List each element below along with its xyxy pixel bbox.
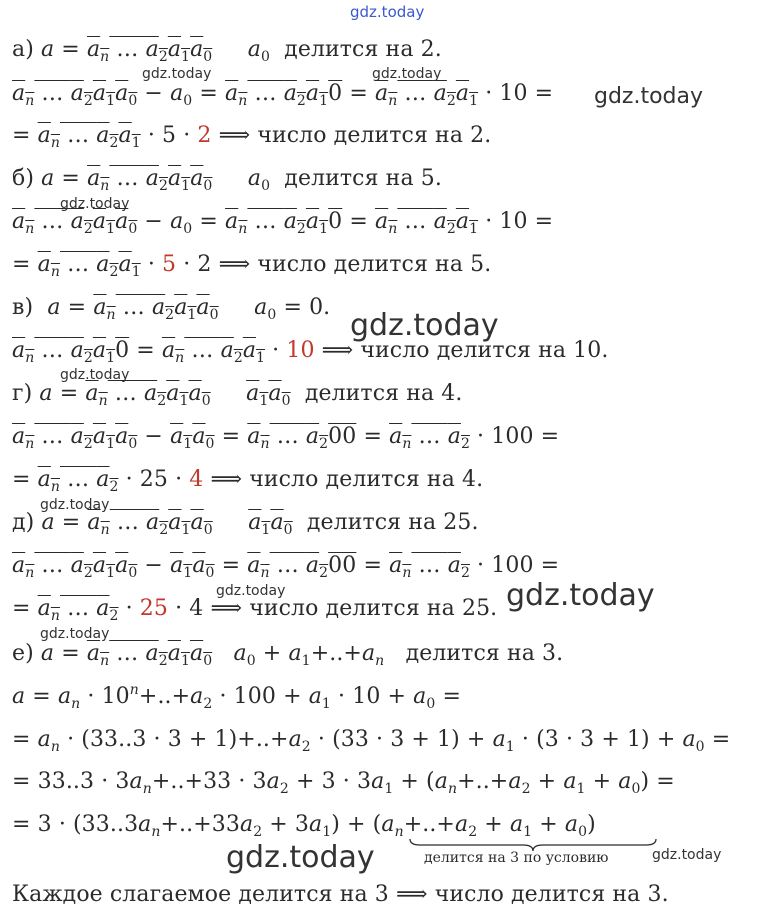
conclusion-line: Каждое слагаемое делится на 3 ⟹ число делится на 3.: [12, 882, 669, 907]
solution-line: = $3 \cdot (33..3a_n+..+33a_2 + 3a_1) + (a_n+..+a_2 + a_1 + a_0)$: [12, 812, 596, 840]
watermark: gdz.today: [216, 583, 286, 599]
watermark: gdz.today: [350, 308, 499, 343]
solution-line: д) $a = a_n$ … $a_2a_1a_0$ $a_1a_0$ делится на 25.: [12, 510, 479, 538]
solution-line: б) $a = a_n$ … $a_2a_1a_0$ $a_0$ делится на 5.: [12, 166, 442, 194]
solution-line: = $a_n \cdot (33..3 \cdot 3 + 1)+..+a_2 \cdot (33 \cdot 3 + 1) + a_1 \cdot (3 \cdot 3 + 1) + a_0$ =: [12, 727, 731, 755]
solution-line: $a_n$ … $a_2a_1a_0 - a_1a_0 = a_n$ … $a_200 = a_n$ … $a_2 \cdot 100$ =: [12, 553, 560, 581]
solution-line: $a_n$ … $a_2a_1a_0 - a_0 = a_n$ … $a_2a_10 = a_n$ … $a_2a_1 \cdot 10$ =: [12, 209, 554, 237]
watermark-top: gdz.today: [350, 3, 425, 21]
solution-line: = $a_n$ … $a_2a_1 \cdot 5 \cdot 2$ ⟹ число делится на 2.: [12, 123, 492, 151]
solution-line: $a_n$ … $a_2a_10 = a_n$ … $a_2a_1 \cdot 10$ ⟹ число делится на 10.: [12, 338, 609, 366]
solution-line: = $33..3 \cdot 3a_n+..+33 \cdot 3a_2 + 3 \cdot 3a_1 + (a_n+..+a_2 + a_1 + a_0)$ =: [12, 769, 675, 797]
solution-line: $a = a_n \cdot 10^n+..+a_2 \cdot 100 + a_1 \cdot 10 + a_0$ =: [12, 682, 462, 712]
solution-line: е) $a = a_n$ … $a_2a_1a_0$ $a_0 + a_1+..+a_n$ делится на 3.: [12, 641, 564, 669]
solution-line: а) $a = a_n$ … $a_2a_1a_0$ $a_0$ делится на 2.: [12, 37, 442, 65]
solution-line: = $a_n$ … $a_2 \cdot 25 \cdot 4$ ⟹ число делится на 4.: [12, 467, 484, 495]
watermark: gdz.today: [60, 196, 130, 212]
watermark: gdz.today: [226, 840, 375, 875]
watermark: gdz.today: [40, 626, 110, 642]
solution-line: $a_n$ … $a_2a_1a_0 - a_1a_0 = a_n$ … $a_200 = a_n$ … $a_2 \cdot 100$ =: [12, 424, 560, 452]
solution-line: $a_n$ … $a_2a_1a_0 - a_0 = a_n$ … $a_2a_10 = a_n$ … $a_2a_1 \cdot 10$ =: [12, 81, 554, 109]
watermark: gdz.today: [142, 66, 212, 82]
watermark: gdz.today: [40, 497, 110, 513]
solution-line: в) $a = a_n$ … $a_2a_1a_0$ $a_0 = 0$.: [12, 295, 331, 323]
solution-line: = $a_n$ … $a_2 \cdot 25 \cdot 4$ ⟹ число делится на 25.: [12, 596, 498, 624]
watermark: gdz.today: [594, 84, 704, 109]
watermark: gdz.today: [652, 847, 722, 863]
solution-line: = $a_n$ … $a_2a_1 \cdot 5 \cdot 2$ ⟹ число делится на 5.: [12, 252, 492, 280]
watermark: gdz.today: [372, 66, 442, 82]
watermark: gdz.today: [60, 367, 130, 383]
brace-label: делится на 3 по условию: [424, 850, 609, 866]
solution-line: г) $a = a_n$ … $a_2a_1a_0$ $a_1a_0$ делится на 4.: [12, 381, 463, 409]
watermark: gdz.today: [506, 578, 655, 613]
